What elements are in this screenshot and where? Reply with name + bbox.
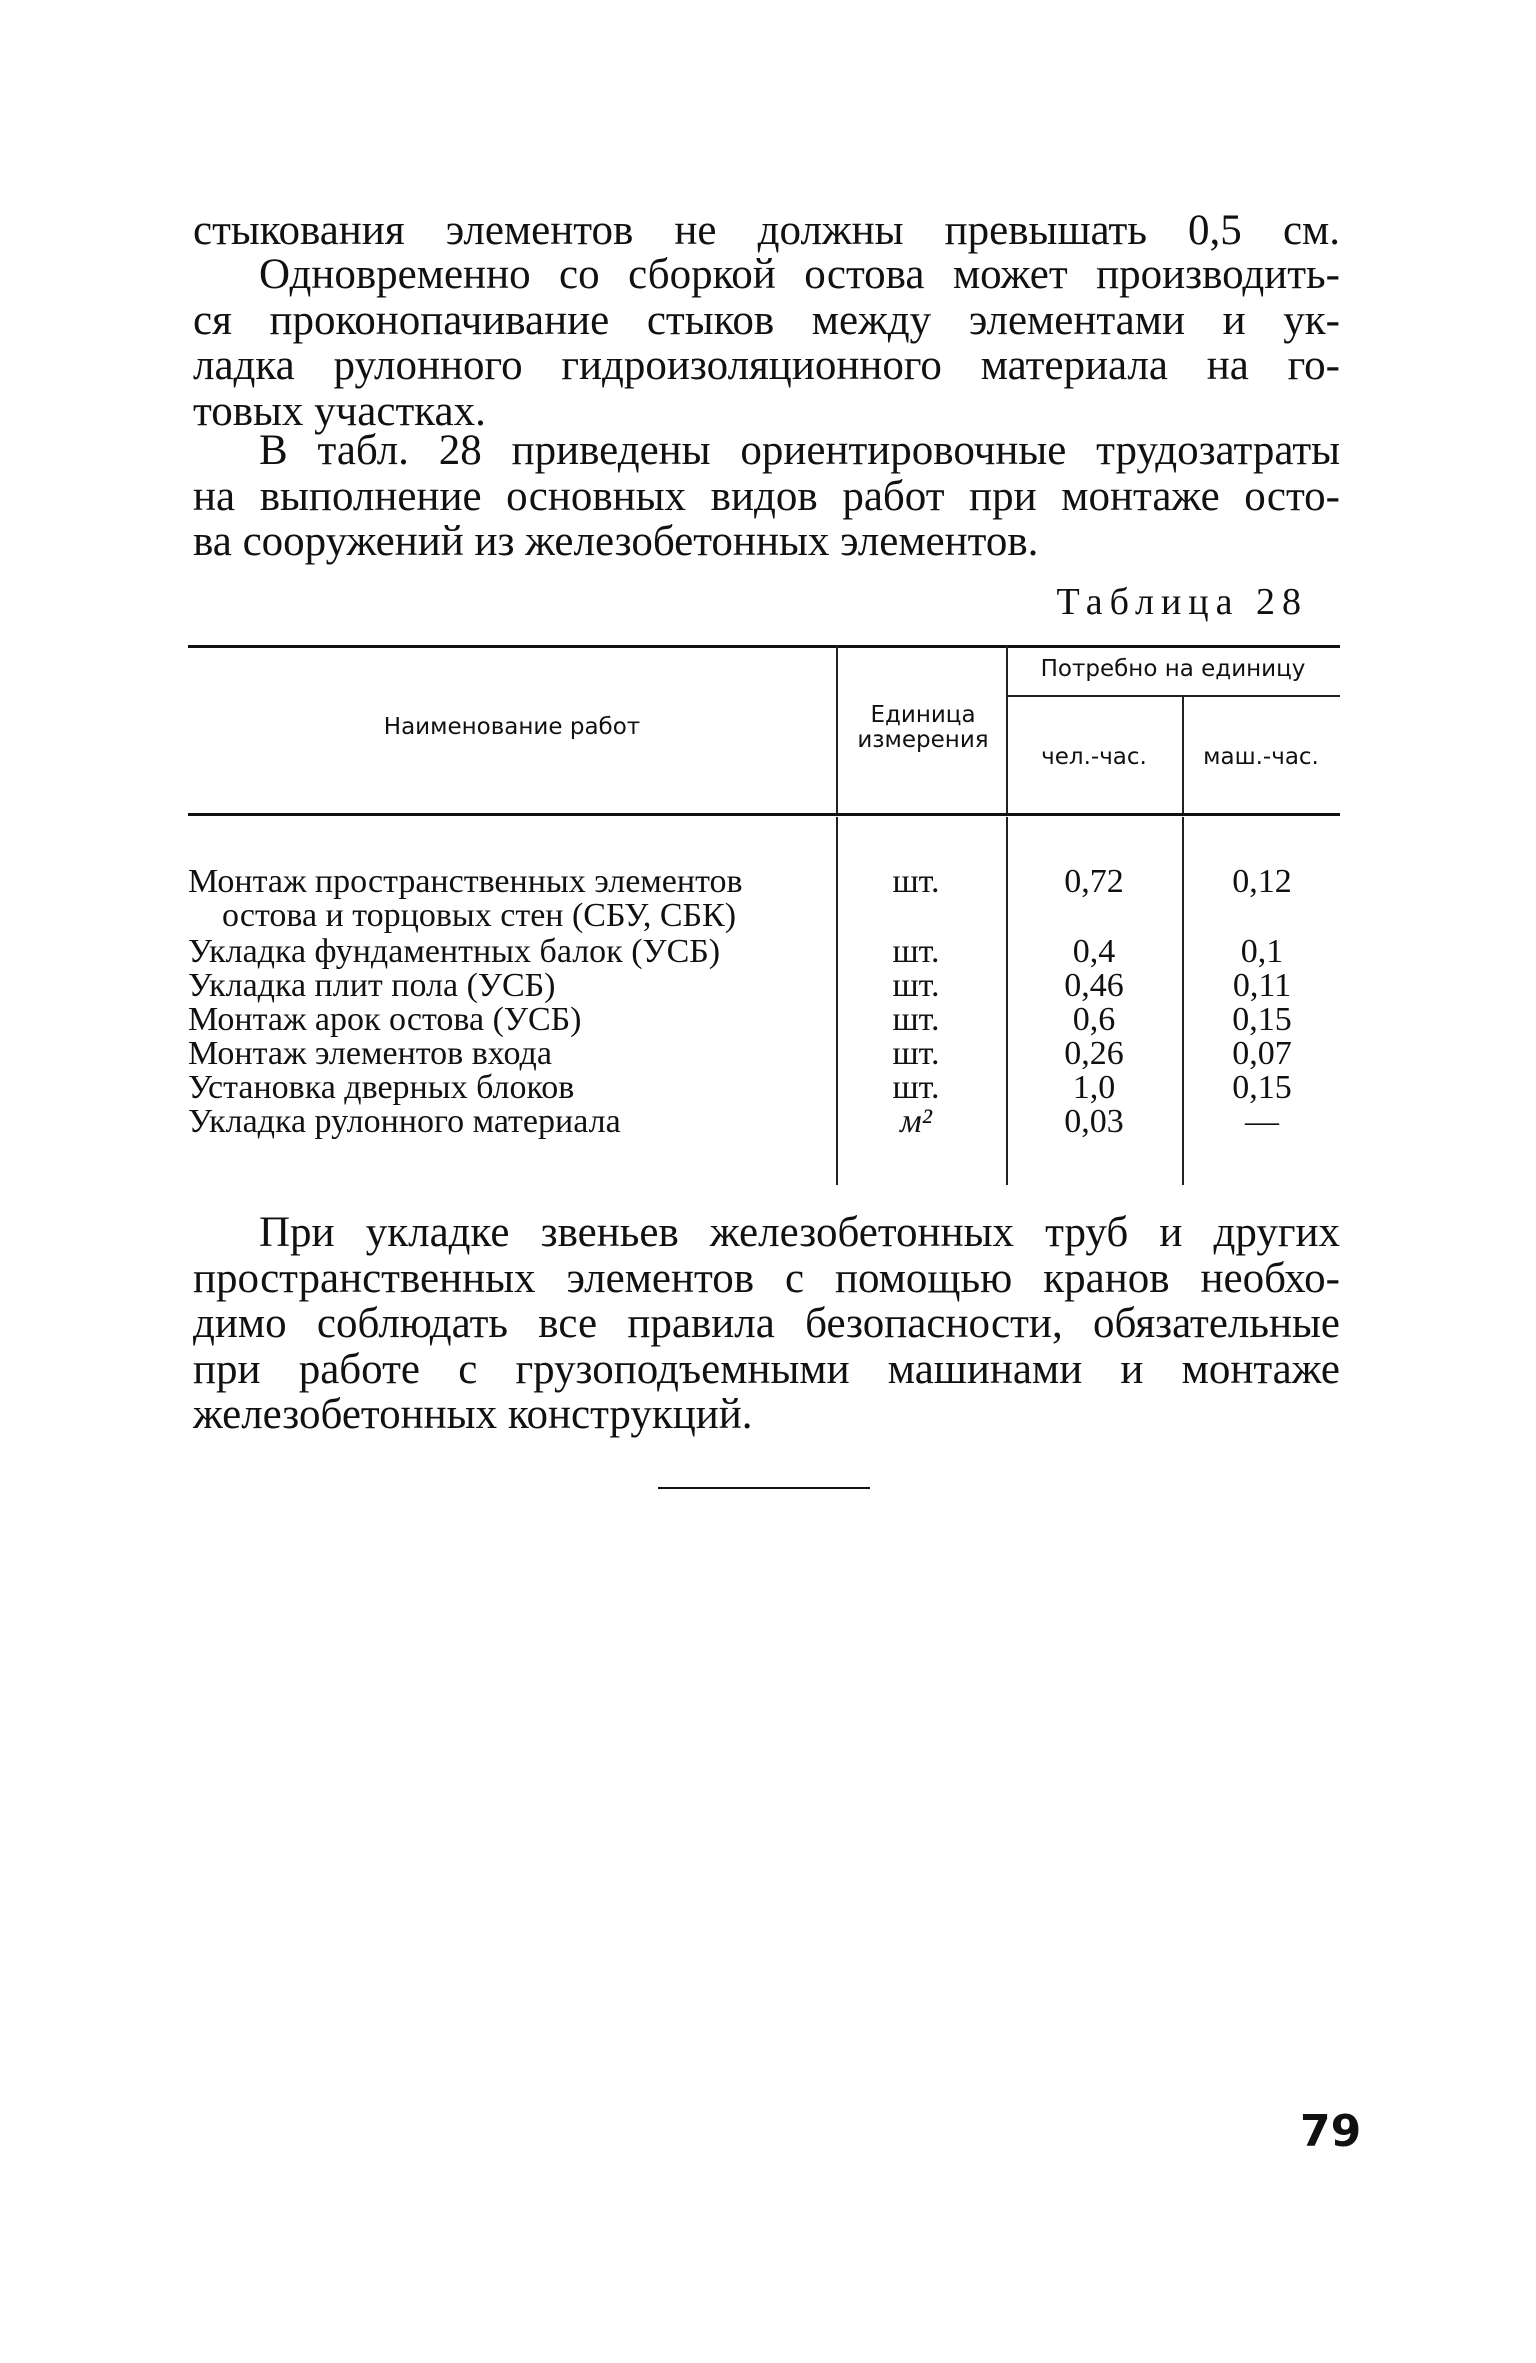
row-labor: 0,4	[1072, 933, 1116, 970]
row-machine: —	[1245, 1103, 1279, 1140]
text-line: пространственных элементов с помощью кранов необхо-	[193, 1254, 1340, 1302]
row-labor: 0,72	[1064, 863, 1124, 900]
section-separator	[658, 1487, 870, 1489]
text-line: ладка рулонного гидроизоляционного материала на го-	[193, 342, 1340, 389]
text-line: на выполнение основных видов работ при монтаже осто-	[193, 472, 1340, 520]
text-line: товых участках.	[193, 387, 486, 435]
row-labor: 0,46	[1064, 967, 1124, 1004]
row-name-continuation: остова и торцовых стен (СБУ, СБК)	[222, 897, 737, 934]
row-unit: шт.	[892, 1001, 940, 1038]
text-paragraph-continuation	[193, 208, 1340, 254]
page-number: 79	[1300, 2106, 1362, 2157]
row-labor: 0,26	[1064, 1035, 1124, 1072]
row-unit: шт.	[892, 1035, 940, 1072]
row-machine: 0,15	[1232, 1001, 1292, 1038]
text-paragraph-safety	[193, 1210, 1340, 1438]
text-line: димо соблюдать все правила безопасности, обязательные	[193, 1300, 1340, 1347]
row-unit: м²	[900, 1103, 932, 1140]
header-labor: чел.-час.	[1041, 744, 1147, 770]
header-required: Потребно на единицу	[1040, 656, 1306, 682]
row-labor: 0,6	[1072, 1001, 1116, 1038]
row-unit: шт.	[892, 933, 940, 970]
row-name: Монтаж пространственных элементов	[188, 863, 743, 900]
header-machine: маш.-час.	[1203, 744, 1319, 770]
table-header-rule	[188, 813, 1340, 816]
table-subheader-rule	[1006, 695, 1340, 697]
text-paragraph-table-intro	[193, 428, 1340, 565]
text-line: при работе с грузоподъемными машинами и монтаже	[193, 1345, 1340, 1393]
text-line: ся проконопачивание стыков между элементами и ук-	[193, 296, 1340, 344]
row-labor: 0,03	[1064, 1103, 1124, 1140]
header-name: Наименование работ	[383, 714, 641, 740]
text-line: стыкования элементов не должны превышать 0,5 см.	[193, 207, 1340, 254]
row-machine: 0,11	[1232, 967, 1292, 1004]
row-machine: 0,1	[1240, 933, 1284, 970]
row-unit: шт.	[892, 1069, 940, 1106]
text-line: В табл. 28 приведены ориентировочные трудозатраты	[259, 427, 1340, 474]
row-name: Укладка плит пола (УСБ)	[188, 967, 556, 1004]
table-divider	[836, 645, 838, 813]
table-caption: Таблица 28	[1056, 581, 1308, 623]
row-name: Укладка фундаментных балок (УСБ)	[188, 933, 721, 970]
header-unit: Единица измерения	[857, 702, 989, 753]
row-machine: 0,07	[1232, 1035, 1292, 1072]
row-name: Монтаж элементов входа	[188, 1035, 552, 1072]
row-unit: шт.	[892, 863, 940, 900]
text-line: При укладке звеньев железобетонных труб и других	[259, 1209, 1340, 1256]
text-line: железобетонных конструкций.	[193, 1391, 753, 1438]
row-machine: 0,12	[1232, 863, 1292, 900]
text-line: Одновременно со сборкой остова может производить-	[259, 251, 1340, 298]
row-name: Укладка рулонного материала	[188, 1103, 621, 1140]
row-labor: 1,0	[1072, 1069, 1116, 1106]
row-machine: 0,15	[1232, 1069, 1292, 1106]
row-name: Установка дверных блоков	[188, 1069, 575, 1106]
table-top-rule	[188, 645, 1340, 648]
row-unit: шт.	[892, 967, 940, 1004]
text-line: ва сооружений из железобетонных элементов.	[193, 518, 1039, 565]
row-name: Монтаж арок остова (УСБ)	[188, 1001, 582, 1038]
text-paragraph-assembly	[193, 252, 1340, 434]
